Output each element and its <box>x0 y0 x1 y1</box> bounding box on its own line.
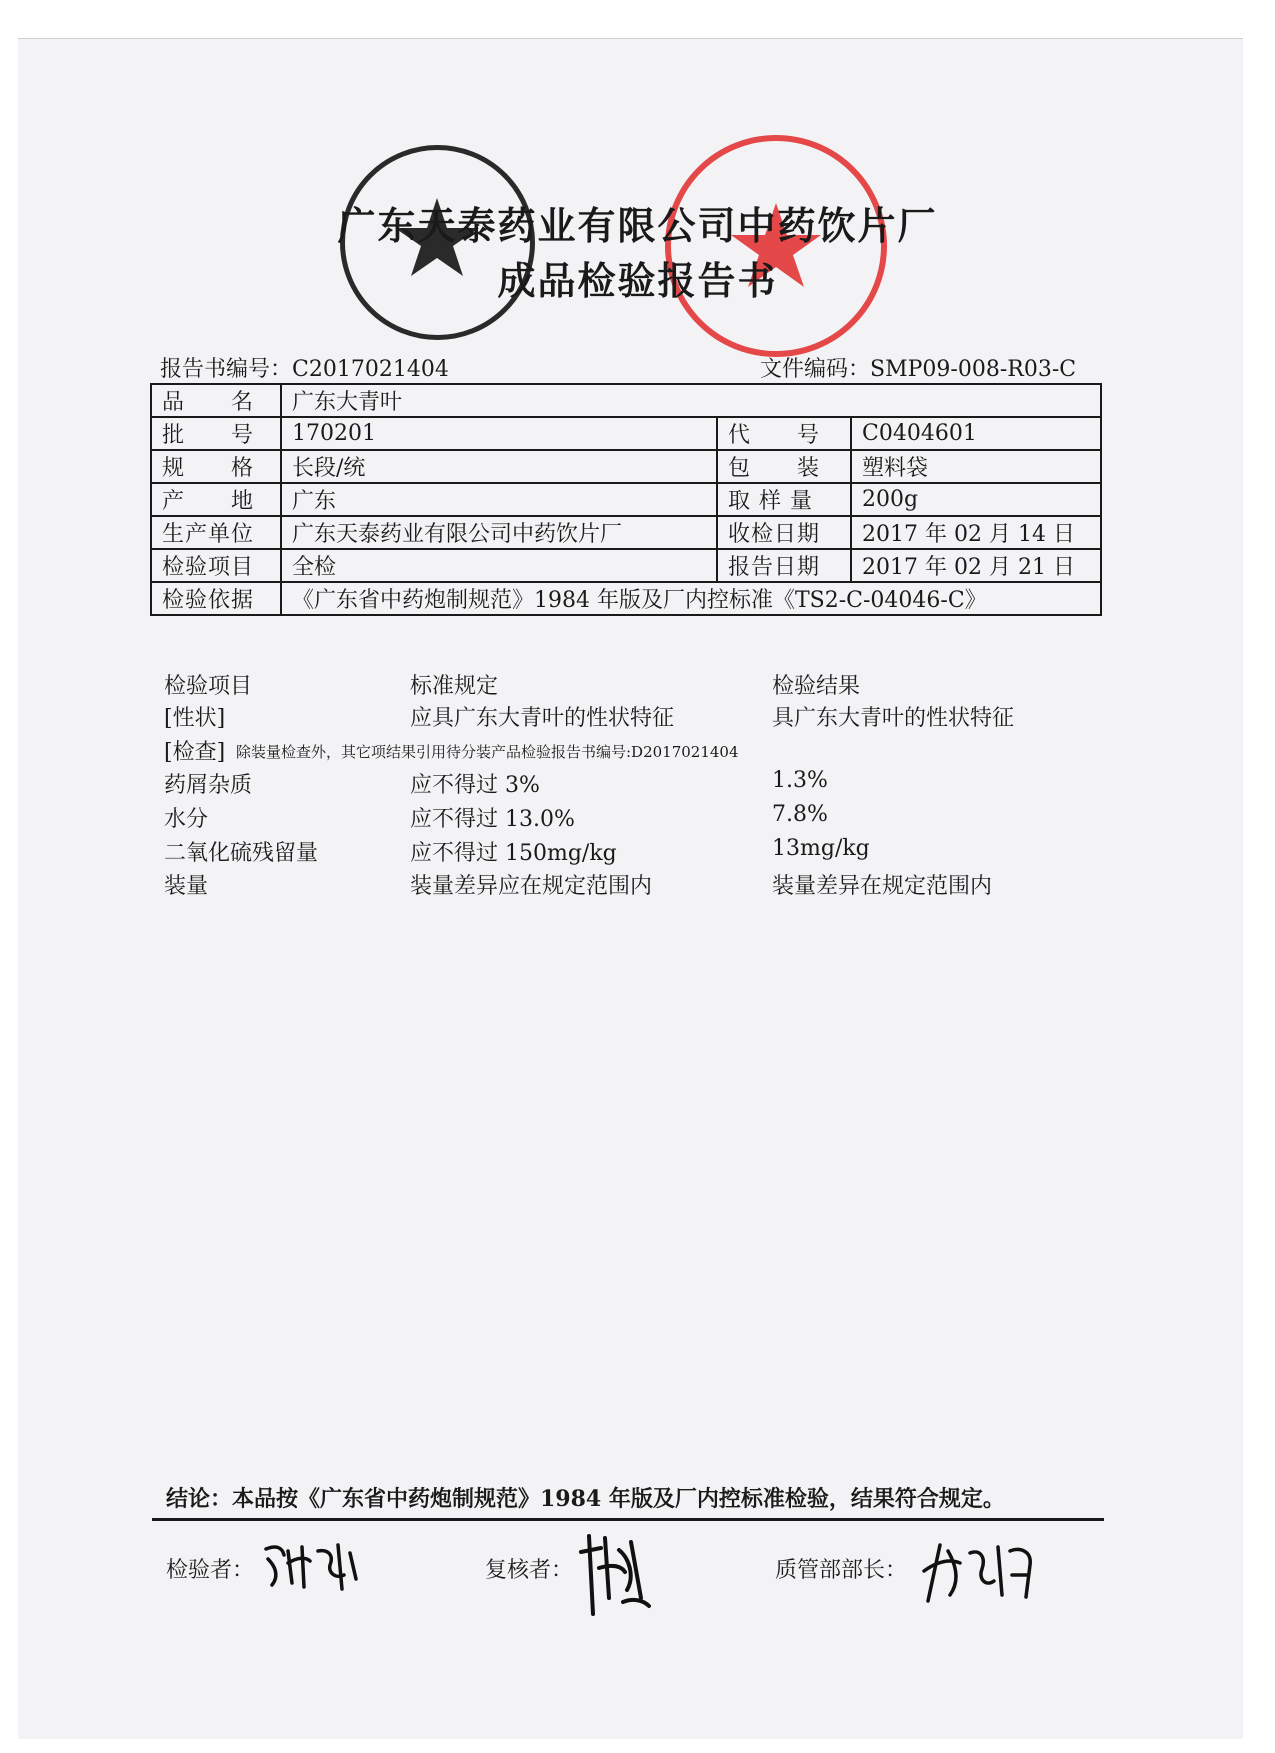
divider <box>152 1518 1104 1521</box>
result-row-result: 7.8% <box>772 802 828 827</box>
result-row-item: 二氧化硫残留量 <box>164 841 319 866</box>
table-row <box>151 549 1101 582</box>
table-row <box>151 516 1101 549</box>
receive-date-label: 收检日期 <box>717 516 851 549</box>
result-row-result: 1.3% <box>772 768 828 793</box>
report-number <box>160 352 449 383</box>
result-row-standard: 应不得过 3% <box>410 773 540 798</box>
code-value: C0404601 <box>851 417 1101 450</box>
check-item: [检查] <box>164 740 226 765</box>
reviewer-label: 复核者： <box>485 1558 574 1583</box>
table-row <box>151 450 1101 483</box>
manufacturer-value: 广东天泰药业有限公司中药饮片厂 <box>281 516 717 549</box>
table-row <box>151 417 1101 450</box>
origin-value: 广东 <box>281 483 717 516</box>
character-result: 具广东大青叶的性状特征 <box>772 706 1015 731</box>
product-label: 品 名 <box>151 384 281 417</box>
report-date-label: 报告日期 <box>717 549 851 582</box>
package-value: 塑料袋 <box>851 450 1101 483</box>
report-title: 成品检验报告书 <box>497 258 778 303</box>
items-label: 检验项目 <box>151 549 281 582</box>
results-header-standard: 标准规定 <box>410 674 499 699</box>
sample-label: 取 样 量 <box>717 483 851 516</box>
reviewer-signature <box>575 1528 655 1618</box>
product-value: 广东大青叶 <box>281 384 1101 417</box>
inspector-label: 检验者： <box>166 1558 255 1583</box>
character-standard: 应具广东大青叶的性状特征 <box>410 706 675 731</box>
company-title: 广东天泰药业有限公司中药饮片厂 <box>337 203 938 248</box>
manufacturer-label: 生产单位 <box>151 516 281 549</box>
file-code-label: 文件编码： <box>760 357 871 382</box>
batch-value: 170201 <box>281 417 717 450</box>
report-date-value: 2017 年 02 月 21 日 <box>851 549 1101 582</box>
qa-head-signature <box>920 1535 1045 1610</box>
origin-label: 产 地 <box>151 483 281 516</box>
batch-label: 批 号 <box>151 417 281 450</box>
product-info-table <box>150 383 1102 616</box>
basis-label: 检验依据 <box>151 582 281 615</box>
result-row-standard: 应不得过 150mg/kg <box>410 841 617 866</box>
result-row-item: 装量 <box>164 874 209 899</box>
spec-value: 长段/统 <box>281 450 717 483</box>
file-code-value: SMP09-008-R03-C <box>870 357 1077 382</box>
report-number-label: 报告书编号： <box>160 357 293 382</box>
character-item: [性状] <box>164 706 226 731</box>
receive-date-value: 2017 年 02 月 14 日 <box>851 516 1101 549</box>
result-row-item: 水分 <box>164 807 209 832</box>
conclusion: 结论：本品按《广东省中药炮制规范》1984 年版及厂内控标准检验，结果符合规定。 <box>166 1486 1005 1512</box>
items-value: 全检 <box>281 549 717 582</box>
result-row-standard: 应不得过 13.0% <box>410 807 575 832</box>
report-number-value: C2017021404 <box>292 357 449 382</box>
results-header-result: 检验结果 <box>772 674 861 699</box>
table-row <box>151 582 1101 615</box>
code-label: 代 号 <box>717 417 851 450</box>
file-code <box>760 352 1076 383</box>
basis-value: 《广东省中药炮制规范》1984 年版及厂内控标准《TS2-C-04046-C》 <box>281 582 1101 615</box>
qa-head-label: 质管部部长： <box>775 1558 908 1583</box>
table-row <box>151 483 1101 516</box>
result-row-result: 13mg/kg <box>772 836 870 861</box>
result-row-item: 药屑杂质 <box>164 773 253 798</box>
check-note: 除装量检查外，其它项结果引用待分装产品检验报告书编号:D2017021404 <box>236 743 739 761</box>
spec-label: 规 格 <box>151 450 281 483</box>
results-header-item: 检验项目 <box>164 674 253 699</box>
table-row <box>151 384 1101 417</box>
inspector-signature <box>258 1535 368 1595</box>
result-row-standard: 装量差异应在规定范围内 <box>410 874 653 899</box>
package-label: 包 装 <box>717 450 851 483</box>
result-row-result: 装量差异在规定范围内 <box>772 874 993 899</box>
sample-value: 200g <box>851 483 1101 516</box>
